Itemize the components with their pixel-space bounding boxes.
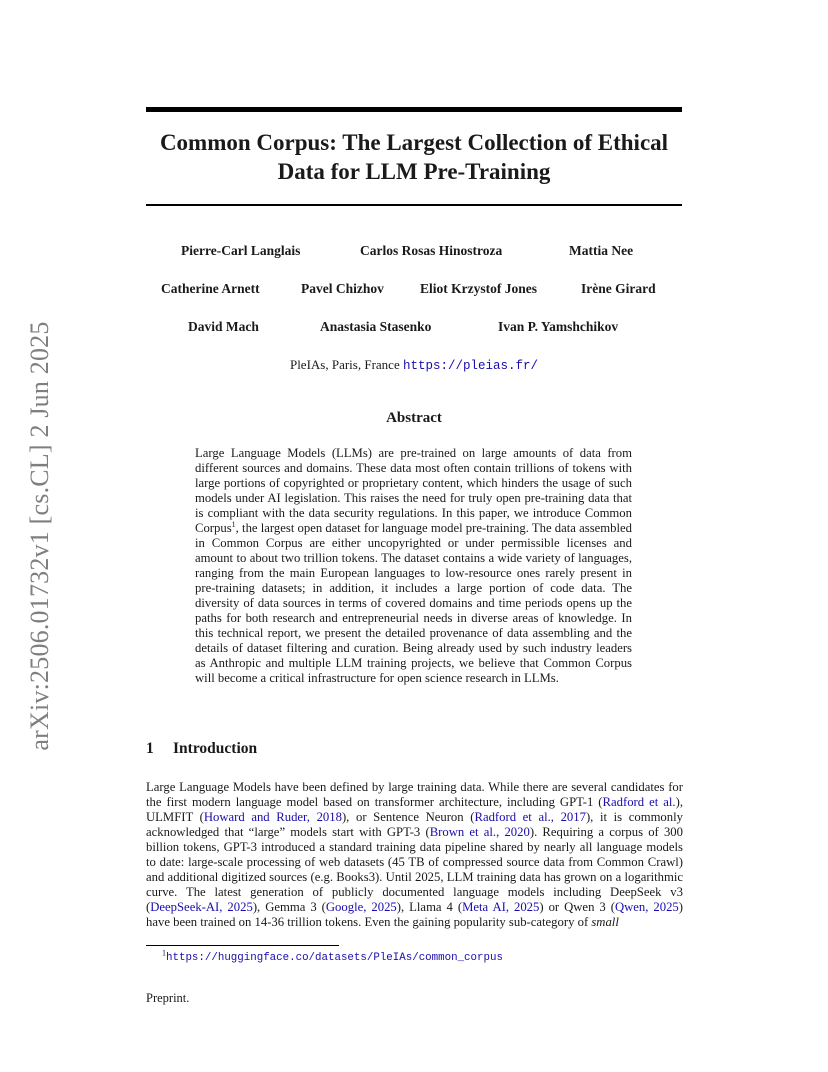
citation-link[interactable]: Howard and Ruder, 2018 xyxy=(203,810,342,824)
title-top-rule xyxy=(146,107,682,112)
intro-text: ) have been trained on 14-36 trillion tokens. Even the gaining popularity sub-category of xyxy=(146,900,683,929)
affiliation-text: PleIAs, Paris, France xyxy=(289,357,403,372)
section-heading xyxy=(146,740,257,758)
abstract-body xyxy=(195,446,632,686)
footnote-number: 1 xyxy=(162,948,166,958)
arxiv-identifier-stamp: arXiv:2506.01732v1 [cs.CL] 2 Jun 2025 xyxy=(25,321,54,751)
citation-link[interactable]: DeepSeek-AI, 2025 xyxy=(150,900,253,914)
author-name: Ivan P. Yamshchikov xyxy=(498,319,619,334)
intro-text: ), it is commonly acknowledged that “large” models start with GPT-3 ( xyxy=(146,810,683,839)
footnote-link[interactable]: https://huggingface.co/datasets/PleIAs/common_corpus xyxy=(166,952,503,964)
abstract-heading: Abstract xyxy=(386,410,442,426)
author-name: Pierre-Carl Langlais xyxy=(181,243,301,258)
paper-title: Common Corpus: The Largest Collection of Ethical Data for LLM Pre-Training xyxy=(159,130,669,184)
author-name: Catherine Arnett xyxy=(161,281,260,296)
preprint-label: Preprint. xyxy=(146,991,190,1005)
intro-text: ), or Sentence Neuron ( xyxy=(341,810,475,824)
author-name: Anastasia Stasenko xyxy=(320,319,432,334)
citation-link[interactable]: Radford et al., 2017 xyxy=(474,810,586,824)
author-name: Eliot Krzystof Jones xyxy=(420,281,537,296)
citation-link[interactable]: Qwen, 2025 xyxy=(614,900,679,914)
section-number: 1 xyxy=(146,740,154,757)
author-name: Carlos Rosas Hinostroza xyxy=(360,243,503,258)
author-name: Pavel Chizhov xyxy=(301,281,384,296)
intro-text: ), Gemma 3 ( xyxy=(252,900,326,914)
introduction-paragraph xyxy=(146,780,683,930)
author-name: Mattia Nee xyxy=(569,243,634,258)
abstract-text: , the largest open dataset for language model pre-training. The data assembled in Common Corpus are either uncopyrighted or under permissible licenses and amount to about two trillion tokens. The dataset contains a wide variety of languages, ranging from the main European languages to low-resource ones rarely present in pre-training datasets; in addition, it includes a large portion of code data. The diversity of data sources in terms of covered domains and time periods opens up the paths for both research and entrepreneurial needs in diverse areas of knowledge. In this technical report, we present the detailed provenance of data assembling and the details of dataset filtering and curation. Being already used by such industry leaders as Anthropic and multiple LLM training projects, we believe that Common Corpus will become a critical infrastructure for open science research in LLMs. xyxy=(195,521,632,685)
citation-link[interactable]: Google, 2025 xyxy=(325,900,397,914)
intro-text: ), ULMFIT ( xyxy=(146,795,683,824)
intro-text: ), Llama 4 ( xyxy=(396,900,463,914)
intro-text: ) or Qwen 3 ( xyxy=(539,900,615,914)
title-bottom-rule xyxy=(146,204,682,206)
author-name: Irène Girard xyxy=(581,281,656,296)
footnote xyxy=(162,948,503,964)
citation-link[interactable]: Radford et al. xyxy=(602,795,676,809)
affiliation-link[interactable]: https://pleias.fr/ xyxy=(402,359,539,373)
author-name: David Mach xyxy=(188,319,259,334)
abstract-text: Large Language Models (LLMs) are pre-trained on large amounts of data from different sources and domains. These data most often contain trillions of tokens with large portions of copyrighted or proprietary content, which hinders the usage of such models under AI legislation. This raises the need for truly open pre-training data that is compliant with the data security regulations. In this paper, we introduce Common Corpus xyxy=(195,446,632,535)
footnote-marker[interactable]: 1 xyxy=(231,519,236,529)
footnote-rule xyxy=(146,945,339,946)
section-title: Introduction xyxy=(173,740,258,757)
intro-emphasis: small xyxy=(591,915,619,929)
citation-link[interactable]: Meta AI, 2025 xyxy=(462,900,540,914)
affiliation xyxy=(146,357,682,373)
citation-link[interactable]: Brown et al., 2020 xyxy=(429,825,530,839)
intro-text: Large Language Models have been defined by large training data. While there are several candidates for the first modern language model based on transformer architecture, including GPT-1 ( xyxy=(146,780,683,809)
intro-text: ). Requiring a corpus of 300 billion tokens, GPT-3 introduced a standard training data pipeline shared by nearly all language models to date: large-scale processing of web datasets (45 TB of compressed source data from Common Crawl) and additional digitized sources (e.g. Books3). Until 2025, LLM training data has grown on a logarithmic curve. The latest generation of publicly documented language models including DeepSeek v3 ( xyxy=(146,825,683,914)
